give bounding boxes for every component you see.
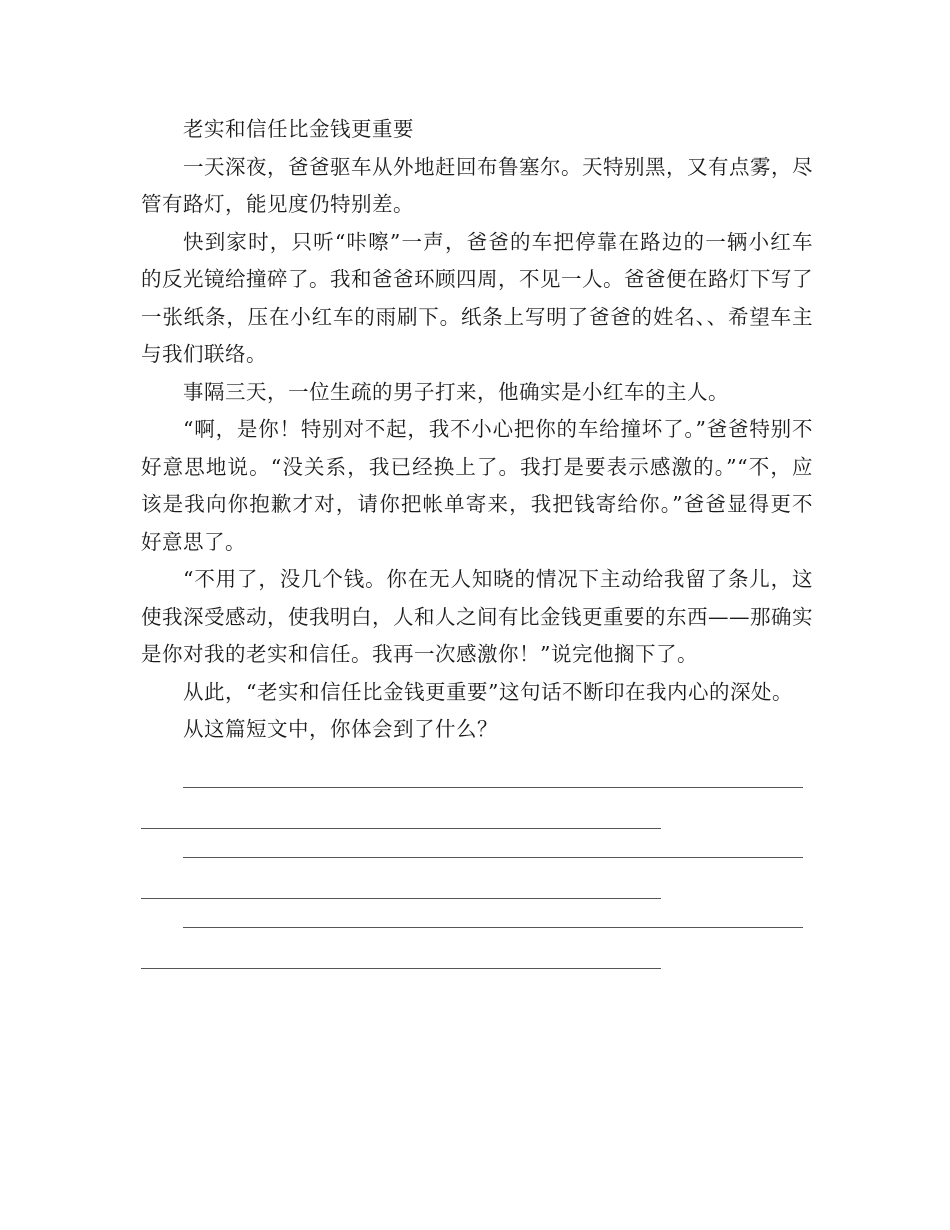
answer-line bbox=[183, 829, 803, 858]
document-title: 老实和信任比金钱更重要 bbox=[183, 117, 414, 141]
answer-line bbox=[141, 788, 661, 829]
answer-line-group bbox=[141, 759, 813, 829]
answer-line bbox=[141, 928, 661, 969]
paragraph: “不用了，没几个钱。你在无人知晓的情况下主动给我留了条儿，这使我深受感动，使我明白，人和人之间有比金钱更重要的东西——那确实是你对我的老实和信任。我再一次感激你！”说完他搁下了。 bbox=[141, 567, 813, 666]
answer-area bbox=[141, 759, 813, 969]
answer-line bbox=[141, 858, 661, 899]
paragraph: 从此，“老实和信任比金钱更重要”这句话不断印在我内心的深处。 bbox=[183, 679, 793, 704]
answer-line-group bbox=[141, 899, 813, 969]
paragraph: 一天深夜，爸爸驱车从外地赶回布鲁塞尔。天特别黑，又有点雾，尽管有路灯，能见度仍特别差。 bbox=[141, 154, 813, 216]
question: 从这篇短文中，你体会到了什么？ bbox=[183, 717, 498, 741]
paragraph: 事隔三天，一位生疏的男子打来，他确实是小红车的主人。 bbox=[183, 379, 729, 404]
answer-line bbox=[183, 899, 803, 928]
answer-line bbox=[183, 759, 803, 788]
answer-line-group bbox=[141, 829, 813, 899]
document-body bbox=[141, 111, 813, 969]
paragraph: “啊，是你！特别对不起，我不小心把你的车给撞坏了。”爸爸特别不好意思地说。“没关系，我已经换上了。我打是要表示感激的。”“不，应该是我向你抱歉才对，请你把帐单寄来，我把钱寄给你。”爸爸显得更不好意思了。 bbox=[141, 417, 813, 554]
paragraph: 快到家时，只听“咔嚓”一声，爸爸的车把停靠在路边的一辆小红车的反光镜给撞碎了。我和爸爸环顾四周，不见一人。爸爸便在路灯下写了一张纸条，压在小红车的雨刷下。纸条上写明了爸爸的姓名、、希望车主与我们联络。 bbox=[141, 229, 813, 366]
